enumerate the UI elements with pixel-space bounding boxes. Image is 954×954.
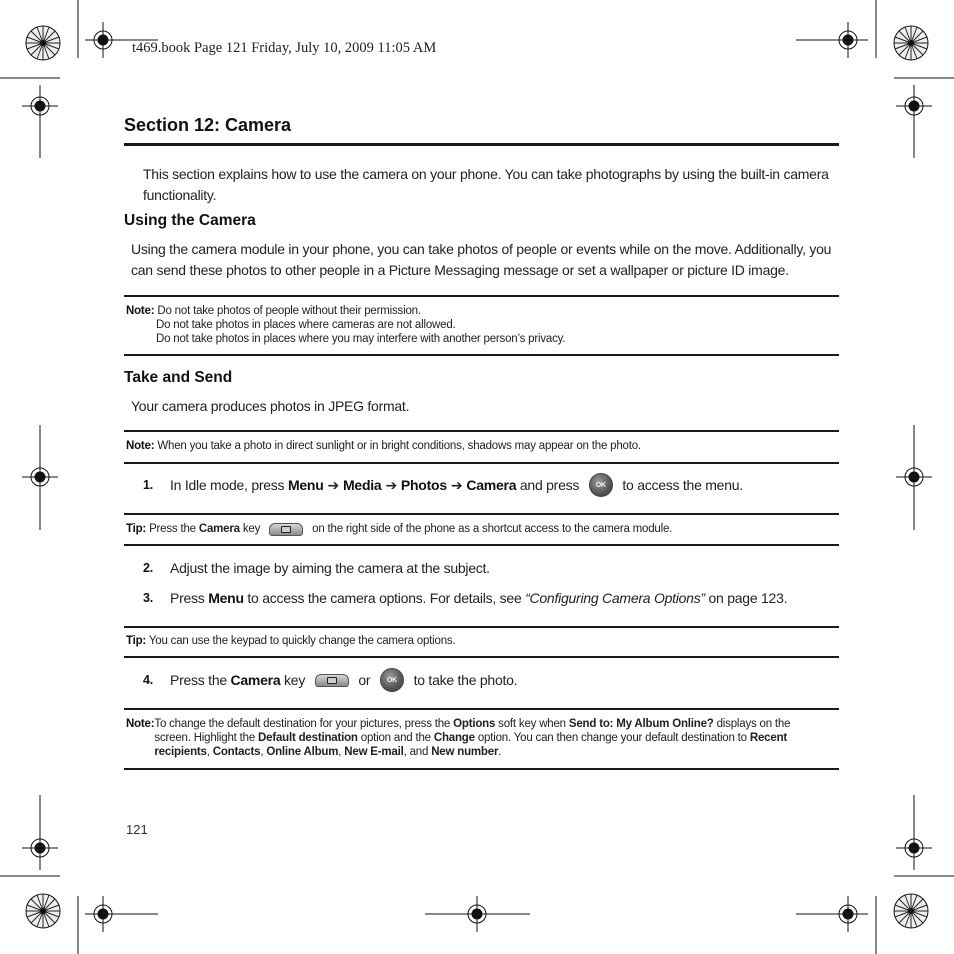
note1-bottom-rule [124,354,839,356]
photos-label: Photos [400,477,447,493]
section-title-rule [124,143,839,146]
note1-top-rule [124,295,839,297]
note3-bottom-rule [124,768,839,770]
camera-label: Camera [198,523,240,535]
camera-label: Camera [466,477,517,493]
step-text: on page 123. [704,590,788,606]
step-text: Adjust the image by aiming the camera at the subject. [170,560,490,576]
arrow-icon: ➔ [450,476,463,493]
step-number: 4. [143,673,153,687]
tip-text: You can use the keypad to quickly change the camera options. [146,635,456,647]
step-text: or [354,672,374,688]
tip-text: key [239,523,264,535]
step-number: 2. [143,561,153,575]
change-label: Change [433,732,475,744]
menu-key-label: Menu [208,590,244,606]
tip-label: Tip: [126,635,147,647]
note-sunlight [126,439,836,453]
recent-recipients-label: Recent recipients [154,732,788,758]
tip-label: Tip: [126,523,147,535]
note-label: Note: [126,718,155,730]
note2-top-rule [124,430,839,432]
book-header-line: t469.book Page 121 Friday, July 10, 2009 11:05 AM [132,40,437,56]
camera-key-icon [269,523,303,536]
online-album-label: Online Album [266,746,339,758]
new-number-label: New number [431,746,499,758]
tip2-bottom-rule [124,656,839,658]
note-text: To change the default destination for your pictures, press the [154,718,454,730]
section-intro: This section explains how to use the camera on your phone. You can take photographs by using the built-in camera functionality. [143,166,829,203]
step-text: and press [516,477,583,493]
note-line: Do not take photos of people without their permission. [157,305,421,317]
note-label: Note: [126,305,155,317]
menu-key-label: Menu [287,477,324,493]
note2-bottom-rule [124,462,839,464]
step-text: key [280,672,309,688]
contacts-label: Contacts [212,746,261,758]
step-text: to access the menu. [618,477,743,493]
note-label: Note: [126,440,155,452]
note-text: When you take a photo in direct sunlight or in bright conditions, shadows may appear on the photo. [157,440,641,452]
note-body [154,717,826,759]
send-to-label: Send to: My Album Online? [568,718,714,730]
tip-text: Press the [146,523,199,535]
step-1 [143,474,743,496]
ok-key-icon: OK [380,668,404,692]
paragraph-take-and-send: Your camera produces photos in JPEG format. [131,398,410,414]
step-number: 1. [143,478,153,492]
camera-label: Camera [230,672,281,688]
step-text: Press [170,590,209,606]
step-2 [143,558,490,578]
note-text: , [338,746,345,758]
options-label: Options [453,718,496,730]
default-destination-label: Default destination [258,732,358,744]
note-default-destination [126,717,826,759]
step-text: Press the [170,672,231,688]
note-privacy [126,304,836,346]
section-title: Section 12: Camera [124,115,292,135]
heading-take-and-send: Take and Send [124,369,233,386]
tip1-top-rule [124,513,839,515]
step-text: In Idle mode, press [170,477,288,493]
step-text: to access the camera options. For details, see [243,590,526,606]
note-text: , and [403,746,432,758]
cross-reference-link[interactable]: “Configuring Camera Options” [525,590,705,606]
note-text: , [260,746,267,758]
note-text: soft key when [495,718,569,730]
step-3 [143,588,787,608]
page-number: 121 [126,822,148,837]
tip-text: on the right side of the phone as a shortcut access to the camera module. [309,523,673,535]
note-text: option and the [357,732,434,744]
arrow-icon: ➔ [385,476,397,493]
note-text: displays on the screen. Highlight the [154,718,791,744]
step-number: 3. [143,591,153,605]
new-email-label: New E-mail [344,746,404,758]
tip-camera-shortcut [126,522,836,536]
note-text: option. You can then change your default destination to [474,732,750,744]
note-text: . [498,746,502,758]
note3-top-rule [124,708,839,710]
arrow-icon: ➔ [327,476,339,493]
note-line: Do not take photos in places where cameras are not allowed. [156,319,456,331]
heading-using-the-camera: Using the Camera [124,212,256,229]
note-text: , [206,746,213,758]
tip2-top-rule [124,626,839,628]
tip1-bottom-rule [124,544,839,546]
note-line: Do not take photos in places where you may interfere with another person’s privacy. [156,333,566,345]
tip-keypad [126,634,836,648]
step-text: to take the photo. [409,672,518,688]
paragraph-using-the-camera: Using the camera module in your phone, you can take photos of people or events while on the move. Additionally, you can send these photos to other people in a Picture Messaging message or set a wallpaper or picture ID image. [131,241,832,278]
step-4 [143,669,517,691]
media-label: Media [343,477,382,493]
ok-key-icon: OK [589,473,613,497]
camera-key-icon [315,674,349,687]
